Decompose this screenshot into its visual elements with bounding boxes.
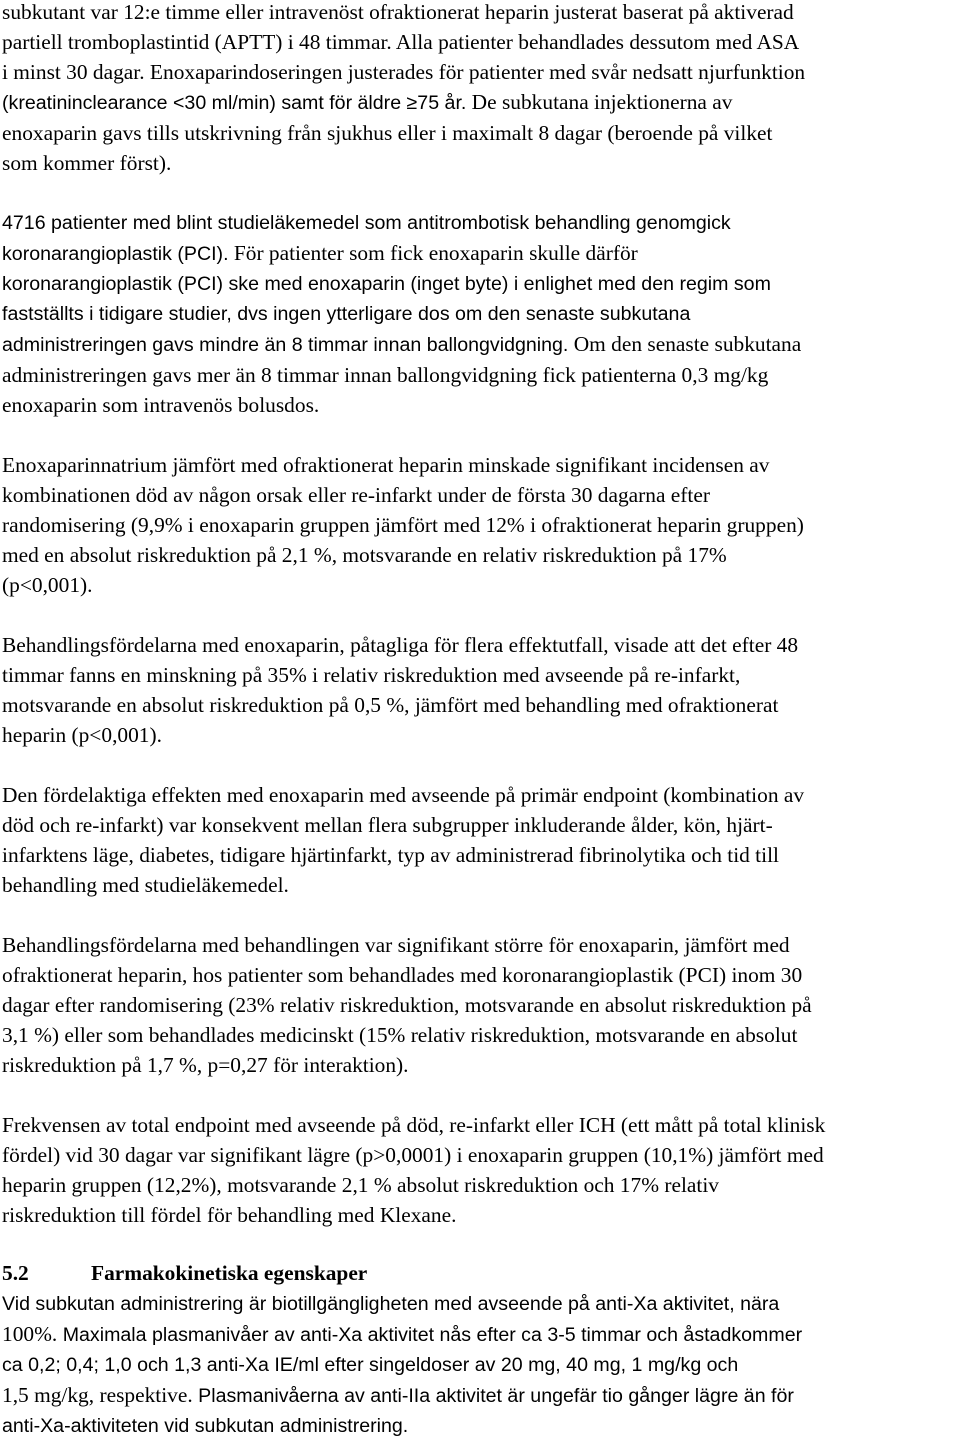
text-line [2, 238, 958, 269]
paragraph-subgroups [2, 780, 958, 900]
section-heading [2, 1257, 958, 1289]
text-line: subkutant var 12:e timme eller intravenöst ofraktionerat heparin justerat baserat på aktiverad [2, 0, 794, 24]
text-line: behandling med studieläkemedel. [2, 873, 289, 897]
text-line: Vid subkutan administrering är biotillgängligheten med avseende på anti-Xa aktivitet, nära [2, 1293, 780, 1315]
text-line: fastställts i tidigare studier, dvs ingen ytterligare dos om den senaste subkutana [2, 303, 691, 325]
text-line: riskreduktion på 1,7 %, p=0,27 för interaktion). [2, 1053, 409, 1077]
text-line: dagar efter randomisering (23% relativ riskreduktion, motsvarande en absolut riskreduktion på [2, 993, 812, 1017]
text-line: ca 0,2; 0,4; 1,0 och 1,3 anti-Xa IE/ml efter singeldoser av 20 mg, 40 mg, 1 mg/kg och [2, 1354, 739, 1376]
text-span: koronarangioplastik (PCI). [2, 243, 229, 265]
paragraph-pharmacokinetics [2, 1289, 958, 1441]
text-span: (kreatininclearance <30 ml/min) samt för äldre ≥75 år. [2, 92, 467, 114]
text-line: fördel) vid 30 dagar var signifikant lägre (p>0,0001) i enoxaparin gruppen (10,1%) jämfört med [2, 1143, 824, 1167]
text-span: Om den senaste subkutana [568, 332, 802, 356]
text-line: ofraktionerat heparin, hos patienter som behandlades med koronarangioplastik (PCI) inom 30 [2, 963, 803, 987]
text-line: (p<0,001). [2, 573, 93, 597]
text-line: 3,1 %) eller som behandlades medicinskt (15% relativ riskreduktion, motsvarande en absolut [2, 1023, 798, 1047]
text-line: anti-Xa-aktiviteten vid subkutan administrering. [2, 1415, 409, 1437]
text-line: enoxaparin gavs tills utskrivning från sjukhus eller i maximalt 8 dagar (beroende på vilket [2, 121, 773, 145]
text-line: Den fördelaktiga effekten med enoxaparin med avseende på primär endpoint (kombination av [2, 783, 805, 807]
text-line: Behandlingsfördelarna med behandlingen var signifikant större för enoxaparin, jämfört med [2, 933, 790, 957]
text-line: Behandlingsfördelarna med enoxaparin, påtagliga för flera effektutfall, visade att det efter 48 [2, 633, 799, 657]
text-line: motsvarande en absolut riskreduktion på 0,5 %, jämfört med behandling med ofraktionerat [2, 693, 779, 717]
text-line: med en absolut riskreduktion på 2,1 %, motsvarande en relativ riskreduktion på 17% [2, 543, 727, 567]
paragraph-pci [2, 208, 958, 420]
text-line: randomisering (9,9% i enoxaparin gruppen jämfört med 12% i ofraktionerat heparin gruppen) [2, 513, 804, 537]
document-page [2, 0, 958, 1441]
text-line: heparin gruppen (12,2%), motsvarande 2,1 % absolut riskreduktion och 17% relativ [2, 1173, 719, 1197]
section-title: Farmakokinetiska egenskaper [91, 1261, 368, 1285]
text-span: De subkutana injektionerna av [466, 90, 733, 114]
text-line [2, 329, 958, 360]
text-line: Frekvensen av total endpoint med avseende på död, re-infarkt eller ICH (ett mått på total klinisk [2, 1113, 826, 1137]
paragraph-total-endpoint [2, 1110, 958, 1230]
text-span: Maximala plasmanivåer av anti-Xa aktivitet nås efter ca 3-5 timmar och åstadkommer [57, 1324, 803, 1346]
text-span: 100%. [2, 1322, 58, 1346]
text-span: administreringen gavs mindre än 8 timmar innan ballongvidgning. [2, 334, 569, 356]
text-line [2, 1380, 958, 1411]
paragraph-study-design [2, 0, 958, 178]
text-line: partiell tromboplastintid (APTT) i 48 timmar. Alla patienter behandlades dessutom med ASA [2, 30, 800, 54]
paragraph-efficacy [2, 450, 958, 600]
text-line: som kommer först). [2, 151, 172, 175]
text-line: i minst 30 dagar. Enoxaparindoseringen justerades för patienter med svår nedsatt njurfunktion [2, 60, 806, 84]
text-line [2, 1319, 958, 1350]
text-span: Plasmanivåerna av anti-IIa aktivitet är ungefär tio gånger lägre än för [192, 1385, 794, 1407]
section-number: 5.2 [2, 1261, 29, 1285]
text-line: 4716 patienter med blint studieläkemedel som antitrombotisk behandling genomgick [2, 212, 731, 234]
text-line: död och re-infarkt) var konsekvent mellan flera subgrupper inkluderande ålder, kön, hjärt- [2, 813, 773, 837]
text-line: timmar fanns en minskning på 35% i relativ riskreduktion med avseende på re-infarkt, [2, 663, 741, 687]
text-line: administreringen gavs mer än 8 timmar innan ballongvidgning fick patienterna 0,3 mg/kg [2, 363, 769, 387]
text-line: Enoxaparinnatrium jämfört med ofraktionerat heparin minskade signifikant incidensen av [2, 453, 770, 477]
text-line: riskreduktion till fördel för behandling med Klexane. [2, 1203, 457, 1227]
text-line: koronarangioplastik (PCI) ske med enoxaparin (inget byte) i enlighet med den regim som [2, 273, 771, 295]
paragraph-48h-benefit [2, 630, 958, 750]
text-span: 1,5 mg/kg, respektive. [2, 1383, 193, 1407]
paragraph-pci-benefit [2, 930, 958, 1080]
text-line: infarktens läge, diabetes, tidigare hjärtinfarkt, typ av administrerad fibrinolytika och tid till [2, 843, 779, 867]
text-line [2, 87, 958, 118]
text-line: enoxaparin som intravenös bolusdos. [2, 393, 320, 417]
text-line: heparin (p<0,001). [2, 723, 162, 747]
text-span: För patienter som fick enoxaparin skulle därför [228, 241, 638, 265]
text-line: kombinationen död av någon orsak eller re-infarkt under de första 30 dagarna efter [2, 483, 710, 507]
